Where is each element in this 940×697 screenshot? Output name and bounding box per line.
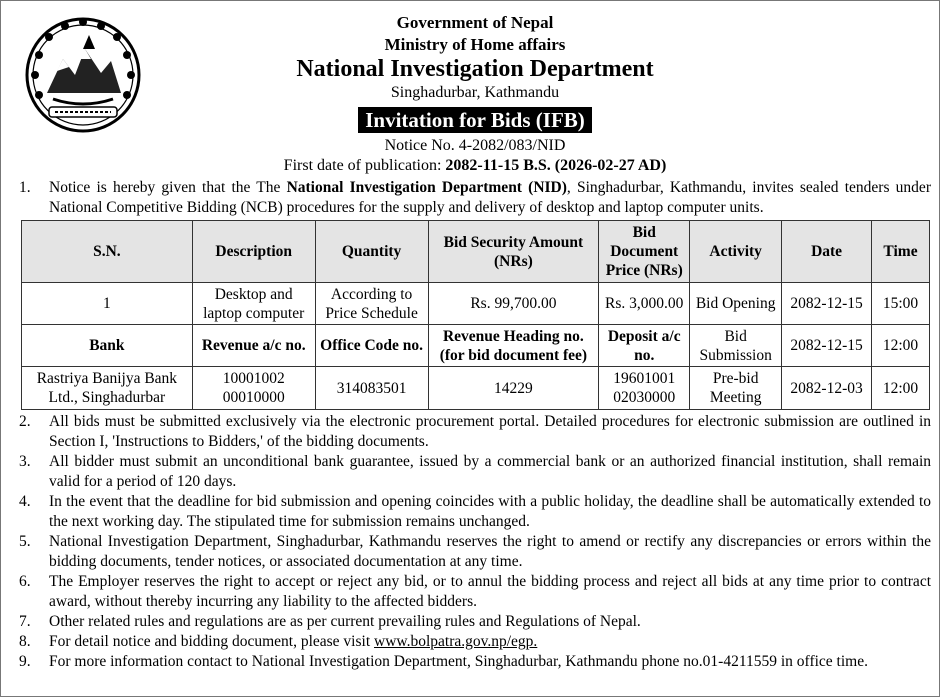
note-text: Other related rules and regulations are as per current prevailing rules and Regulations of Nepal.: [49, 613, 641, 630]
cell-doc-price: Rs. 3,000.00: [599, 283, 690, 325]
table-row: [22, 325, 930, 367]
header-government: Government of Nepal: [396, 13, 554, 32]
list-item: [19, 612, 931, 632]
list-item: [19, 652, 931, 672]
cell-activity: Bid Submission: [690, 325, 782, 367]
cell-time: 12:00: [872, 325, 930, 367]
note-number: 2.: [19, 413, 31, 430]
note-number: 6.: [19, 573, 31, 590]
header-department: National Investigation Department: [296, 56, 654, 82]
note-number: 7.: [19, 613, 31, 630]
cell-bank: Rastriya Banijya Bank Ltd., Singhadurbar: [22, 367, 193, 410]
cell-time: 12:00: [872, 367, 930, 410]
intro-text-pre: Notice is hereby given that the The: [49, 179, 287, 196]
column-header-sn: S.N.: [22, 221, 193, 283]
table-row: [22, 367, 930, 410]
column-header-time: Time: [872, 221, 930, 283]
table-header-row: [22, 221, 930, 283]
header-ministry: Ministry of Home affairs: [384, 35, 566, 54]
page-title: Invitation for Bids (IFB): [358, 107, 592, 133]
list-item: [19, 632, 931, 652]
cell-quantity: According to Price Schedule: [315, 283, 428, 325]
column-header-quantity: Quantity: [315, 221, 428, 283]
publication-date: [1, 157, 940, 175]
cell-date: 2082-12-15: [782, 283, 872, 325]
note-text: In the event that the deadline for bid submission and opening coincides with a public holiday, the deadline shall be automatically extended to the next working day. The stipulated time for submission remains unchanged.: [49, 493, 931, 530]
column-header-bid-security: Bid Security Amount (NRs): [428, 221, 599, 283]
bolpatra-link[interactable]: www.bolpatra.gov.np/egp.: [374, 633, 538, 650]
cell-deposit-ac-header: Deposit a/c no.: [599, 325, 690, 367]
cell-office-code: 314083501: [315, 367, 428, 410]
note-text: For more information contact to National Investigation Department, Singhadurbar, Kathmandu phone no.01-4211559 in office time.: [49, 653, 868, 670]
note-number: 8.: [19, 633, 31, 650]
cell-office-code-header: Office Code no.: [315, 325, 428, 367]
cell-revenue-heading: 14229: [428, 367, 599, 410]
cell-time: 15:00: [872, 283, 930, 325]
note-number: 5.: [19, 533, 31, 550]
cell-deposit-ac: 19601001 02030000: [599, 367, 690, 410]
list-item: [19, 492, 931, 532]
list-item: [19, 572, 931, 612]
note-text: National Investigation Department, Singhadurbar, Kathmandu reserves the right to amend or rectify any discrepancies or errors within the bidding documents, tender notices, or associated documentation at any time.: [49, 533, 931, 570]
cell-bank-header: Bank: [22, 325, 193, 367]
column-header-description: Description: [192, 221, 315, 283]
note-number: 4.: [19, 493, 31, 510]
list-item: [19, 532, 931, 572]
intro-paragraph: [19, 178, 931, 218]
list-item: [19, 452, 931, 492]
intro-text: [49, 178, 931, 218]
bid-table: [21, 220, 930, 410]
column-header-activity: Activity: [690, 221, 782, 283]
publication-date-value: 2082-11-15 B.S. (2026-02-27 AD): [445, 157, 667, 174]
note-number: 9.: [19, 653, 31, 670]
cell-bid-security: Rs. 99,700.00: [428, 283, 599, 325]
cell-date: 2082-12-15: [782, 325, 872, 367]
column-header-doc-price: Bid Document Price (NRs): [599, 221, 690, 283]
note-text: All bidder must submit an unconditional bank guarantee, issued by a commercial bank or an authorized financial institution, shall remain valid for a period of 120 days.: [49, 453, 931, 490]
note-text: All bids must be submitted exclusively via the electronic procurement portal. Detailed procedures for electronic submission are outlined in Section I, 'Instructions to Bidders,' of the bidding documents.: [49, 413, 931, 450]
cell-revenue-ac-header: Revenue a/c no.: [192, 325, 315, 367]
table-row: [22, 283, 930, 325]
cell-revenue-ac: 10001002 00010000: [192, 367, 315, 410]
cell-activity: Bid Opening: [690, 283, 782, 325]
header-address: Singhadurbar, Kathmandu: [390, 84, 560, 101]
notice-number: Notice No. 4-2082/083/NID: [384, 137, 566, 154]
cell-date: 2082-12-03: [782, 367, 872, 410]
cell-sn: 1: [22, 283, 193, 325]
intro-text-post: , Singhadurbar, Kathmandu, invites sealed tenders under National Competitive Bidding (NCB) procedures for the supply and delivery of desktop and laptop computer units.: [49, 179, 931, 216]
notes-list: [19, 412, 931, 672]
cell-description: Desktop and laptop computer: [192, 283, 315, 325]
note-text-pre: For detail notice and bidding document, please visit: [49, 633, 375, 650]
list-item: [19, 412, 931, 452]
note-text: The Employer reserves the right to accept or reject any bid, or to annul the bidding process and reject all bids at any time prior to contract award, without thereby incurring any liability to the affected bidders.: [49, 573, 931, 610]
publication-date-label: First date of publication:: [283, 157, 446, 174]
column-header-date: Date: [782, 221, 872, 283]
intro-text-bold: National Investigation Department (NID): [286, 179, 567, 196]
note-number: 3.: [19, 453, 31, 470]
intro-number: 1.: [19, 179, 31, 196]
cell-activity: Pre-bid Meeting: [690, 367, 782, 410]
cell-revenue-heading-header: Revenue Heading no. (for bid document fee): [428, 325, 599, 367]
note-text: [49, 632, 931, 652]
title-banner: [1, 107, 940, 133]
